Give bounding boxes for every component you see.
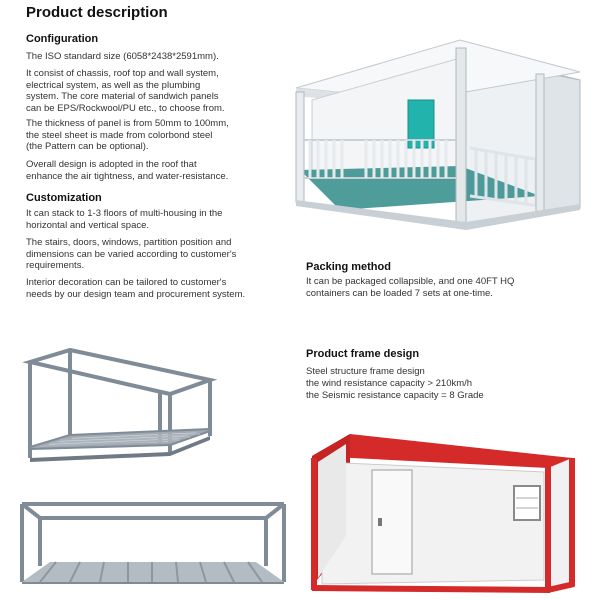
configuration-text-4: Overall design is adopted in the roof that enhance the air tightness, and water-resistance. (26, 159, 229, 182)
configuration-heading: Configuration (26, 33, 99, 45)
frame-design-line-1: Steel structure frame design (306, 366, 425, 377)
page-title: Product description (26, 4, 168, 21)
configuration-text-2: It consist of chassis, roof top and wall system, electrical system, as well as the plumbing system. The core material of sandwich panels can be EPS/Rockwool/PU etc., to choose from. (26, 68, 225, 114)
frame-design-line-2: the wind resistance capacity > 210km/h (306, 378, 473, 389)
configuration-text-1: The ISO standard size (6058*2438*2591mm). (26, 51, 219, 62)
packing-heading: Packing method (306, 261, 391, 273)
customization-text-1: It can stack to 1-3 floors of multi-housing in the horizontal and vertical space. (26, 208, 223, 231)
customization-text-3: Interior decoration can be tailored to customer's needs by our design team and procurement system. (26, 277, 246, 300)
packing-text: It can be packaged collapsible, and one 40FT HQ containers can be loaded 7 sets at one-time. (306, 276, 515, 299)
frame-design-line-3: the Seismic resistance capacity = 8 Grade (306, 390, 484, 401)
customization-text-2: The stairs, doors, windows, partition position and dimensions can be varied according to customer's requirements. (26, 237, 237, 271)
customization-heading: Customization (26, 192, 102, 204)
frame-design-heading: Product frame design (306, 348, 420, 360)
configuration-text-3: The thickness of panel is from 50mm to 100mm, the steel sheet is made from colorbond steel (the Pattern can be optional). (26, 118, 229, 152)
